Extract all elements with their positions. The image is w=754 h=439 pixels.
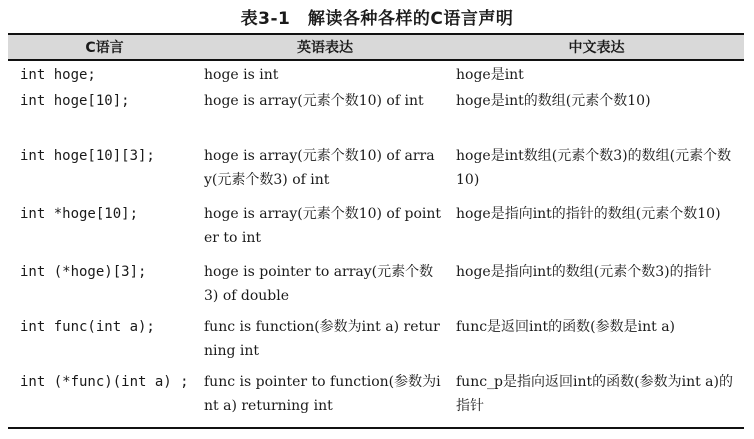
header-chinese: 中文表达 — [449, 34, 744, 60]
cell-chinese-expression: func_p是指向返回int的函数(参数为int a)的指针 — [449, 370, 744, 428]
header-c-language: C语言 — [8, 34, 201, 60]
cell-c-declaration: int hoge[10]; — [20, 93, 130, 109]
cell-c-declaration: int (*hoge)[3]; — [20, 264, 147, 280]
cell-english-expression: hoge is array(元素个数10) of array(元素个数3) of int — [204, 148, 435, 188]
cell-english-expression: hoge is int — [204, 67, 279, 83]
cell-chinese-expression: hoge是int的数组(元素个数10) — [456, 93, 651, 109]
cell-c-declaration: int func(int a); — [20, 319, 155, 335]
header-english: 英语表达 — [201, 34, 449, 60]
table-row — [8, 89, 744, 144]
cell-english-expression: func is pointer to function(参数为int a) returning int — [201, 370, 449, 428]
cell-chinese-expression: hoge是指向int的数组(元素个数3)的指针 — [456, 264, 712, 280]
cell-chinese-expression: hoge是指向int的指针的数组(元素个数10) — [456, 206, 721, 222]
declarations-table — [8, 33, 744, 429]
cell-english-expression: hoge is array(元素个数10) of pointer to int — [204, 206, 442, 246]
cell-c-declaration: int (*func)(int a) ; — [8, 370, 201, 428]
cell-c-declaration: int *hoge[10]; — [20, 206, 139, 222]
table-row — [8, 202, 744, 260]
table-body — [8, 60, 744, 428]
cell-english-expression: func is function(参数为int a) returning int — [204, 319, 440, 359]
cell-chinese-expression: func是返回int的函数(参数是int a) — [456, 319, 676, 335]
cell-english-expression: hoge is array(元素个数10) of int — [204, 93, 424, 109]
table-row — [8, 315, 744, 370]
cell-chinese-expression: hoge是int — [456, 67, 524, 83]
cell-c-declaration: int hoge[10][3]; — [20, 148, 155, 164]
cell-english-expression: hoge is pointer to array(元素个数3) of double — [204, 264, 434, 304]
header-row — [8, 34, 744, 60]
table-row — [8, 144, 744, 202]
table-caption: 表3-1 解读各种各样的C语言声明 — [240, 9, 514, 29]
cell-chinese-expression: hoge是int数组(元素个数3)的数组(元素个数10) — [456, 148, 732, 188]
table-header — [8, 34, 744, 60]
table-row — [8, 370, 744, 428]
table-row — [8, 60, 744, 89]
table-row — [8, 260, 744, 315]
cell-c-declaration: int hoge; — [20, 67, 96, 83]
